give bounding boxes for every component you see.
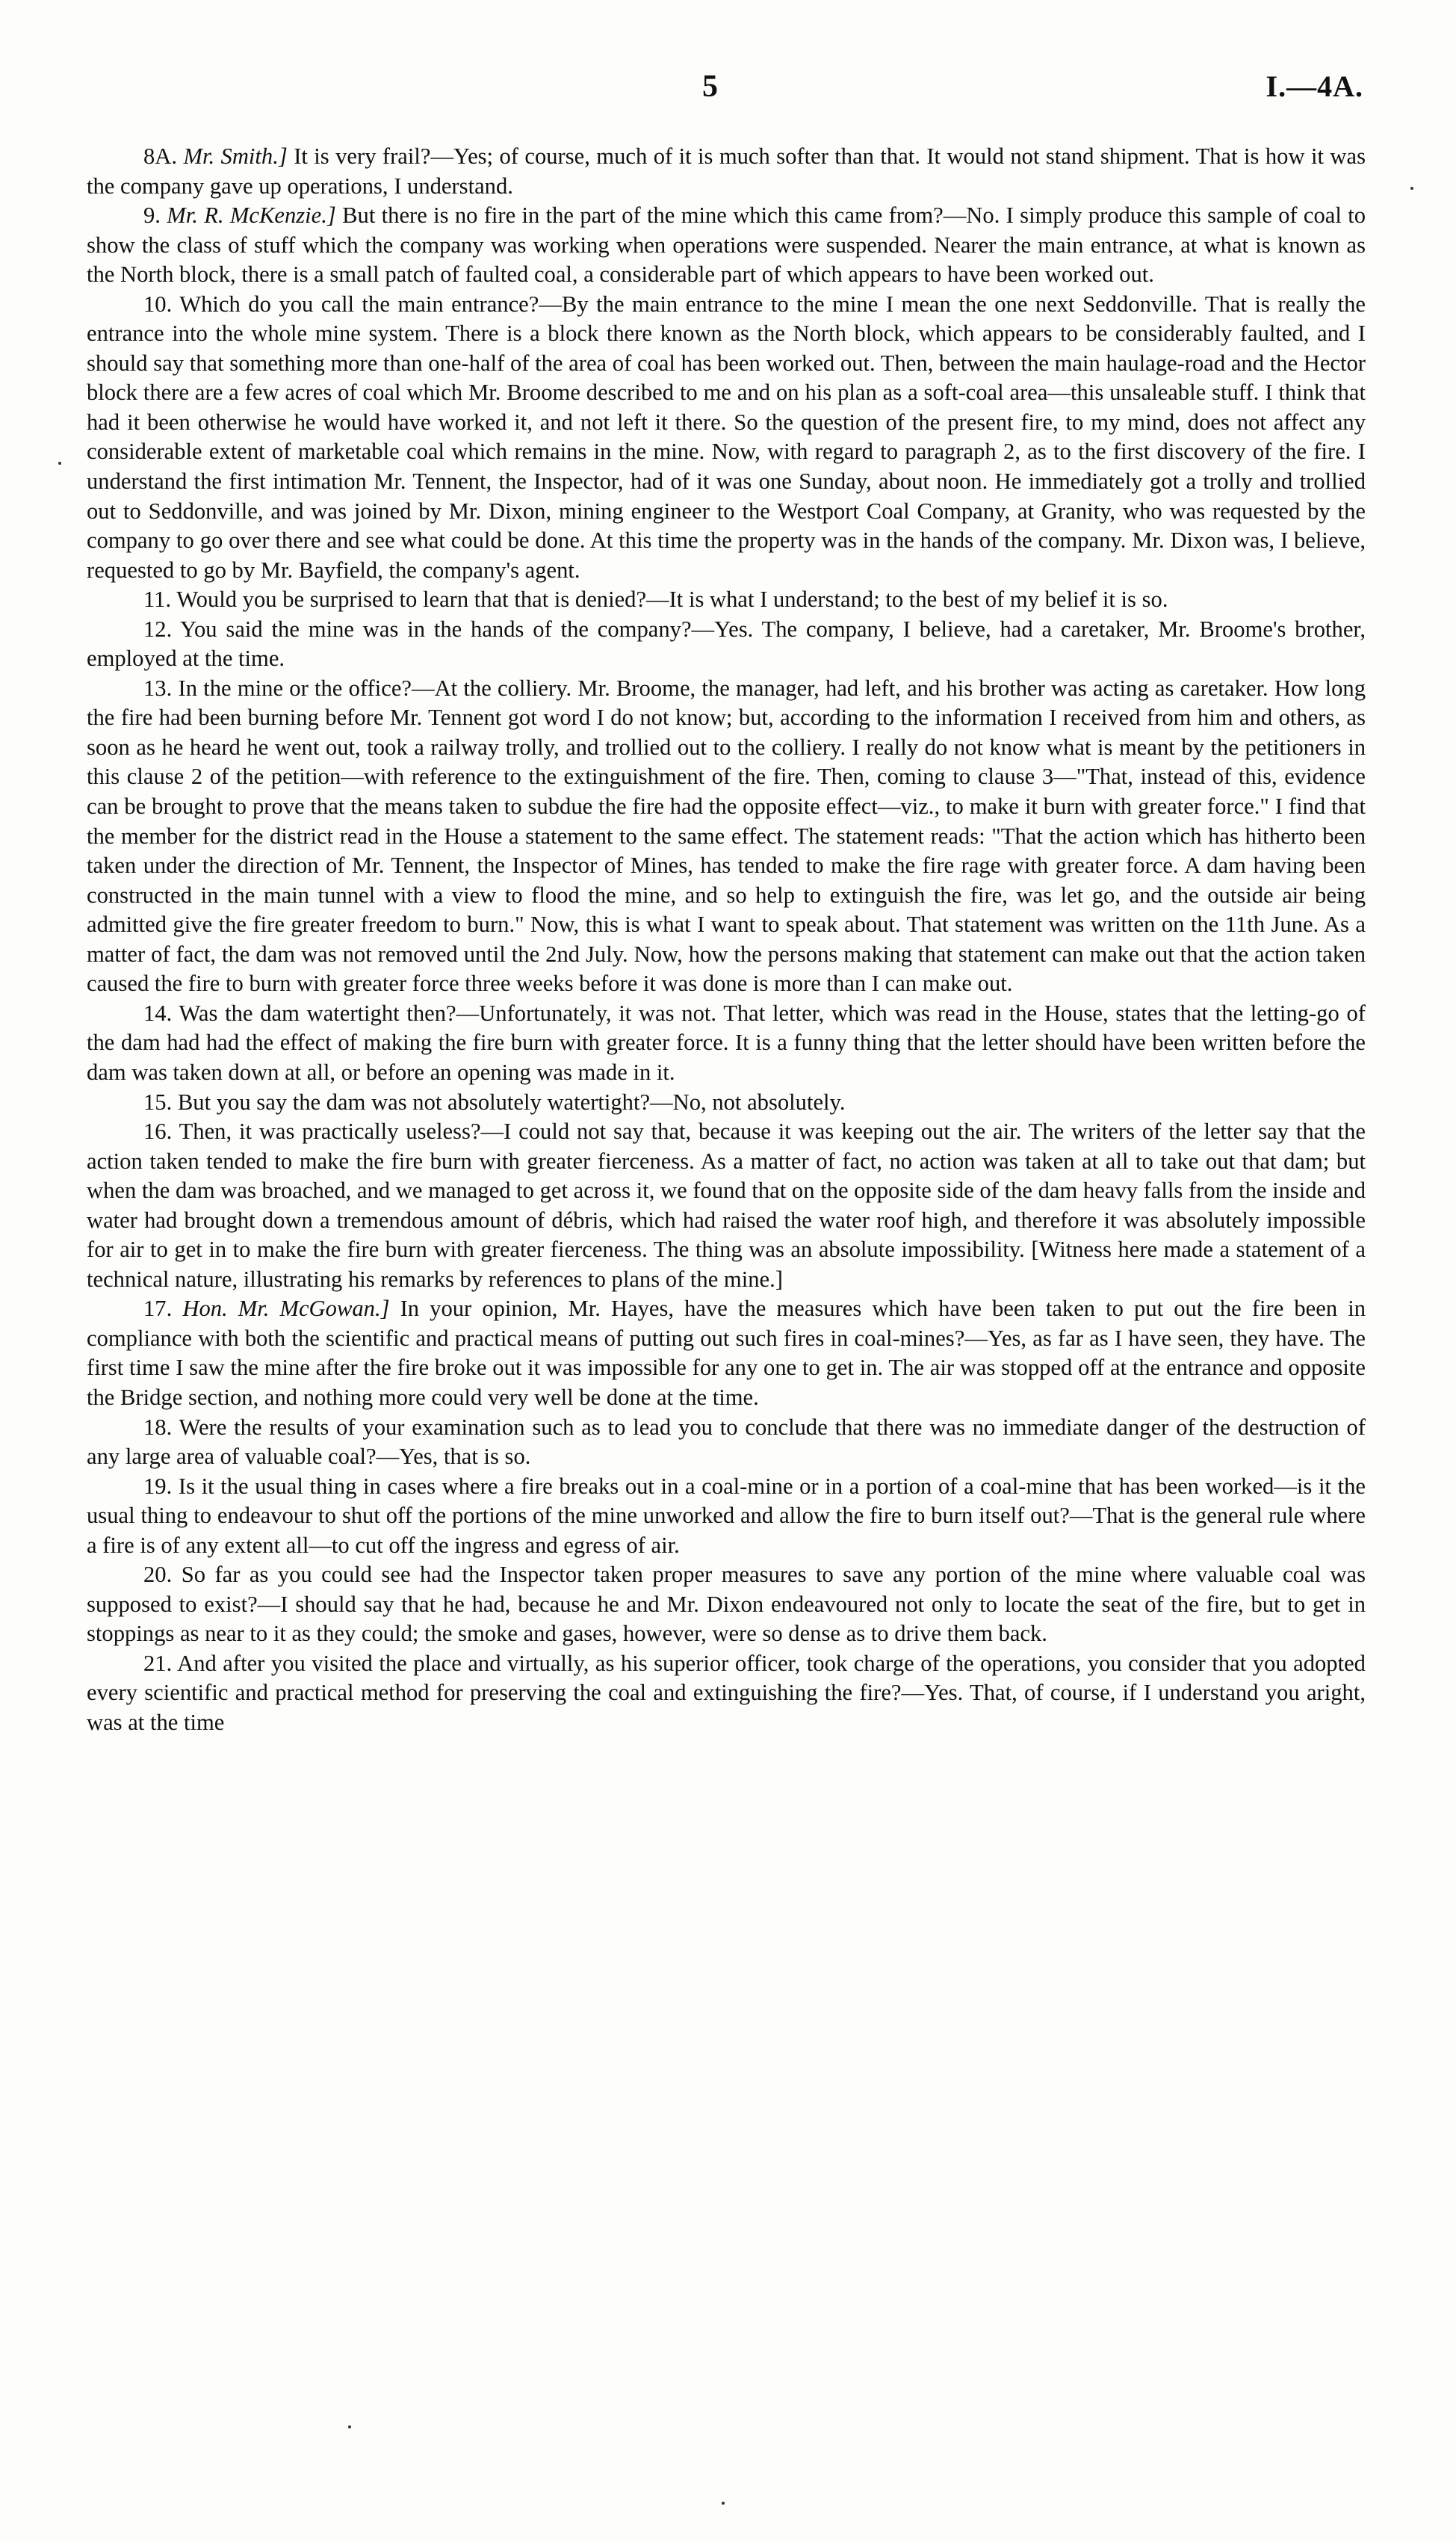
paragraph-13 [87, 674, 1366, 999]
page-header [0, 69, 1456, 114]
paragraph-9 [87, 201, 1366, 290]
paragraph-19 [87, 1472, 1366, 1561]
paragraph-14 [87, 999, 1366, 1088]
speaker-label: Mr. Smith.] [183, 143, 288, 169]
speaker-label: Mr. R. McKenzie.] [167, 202, 336, 229]
paragraph-10 [87, 290, 1366, 585]
paragraph-21 [87, 1649, 1366, 1738]
page-number: 5 [702, 69, 718, 104]
paragraph-text: Were the results of your examination such as to lead you to conclude that there was no immediate danger of the destruction of any large area of valuable coal?—Yes, that is so. [87, 1414, 1366, 1470]
paragraph-number: 15. [143, 1089, 173, 1115]
paragraph-15 [87, 1088, 1366, 1118]
paragraph-text: So far as you could see had the Inspector taken proper measures to save any portion of the mine where valuable coal was supposed to exist?—I should say that he had, because he and Mr. Dixon endeavoured not only to locate the seat of the fire, but to get in stoppings as near to it as they could; the smoke and gases, however, were so dense as to drive them back. [87, 1562, 1366, 1647]
scan-speck [348, 2425, 351, 2428]
paragraph-number: 13. [143, 675, 173, 701]
paragraph-text: In the mine or the office?—At the colliery. Mr. Broome, the manager, had left, and his brother was acting as caretaker. How long the fire had been burning before Mr. Tennent got word I do not know; but, according to the information I received from him and others, as soon as he heard he went out, took a railway trolly, and trollied out to the colliery. I really do not know what is meant by the petitioners in this clause 2 of the petition—with reference to the extinguishment of the fire. Then, coming to clause 3—"That, instead of this, evidence can be brought to prove that the means taken to subdue the fire had the opposite effect—viz., to make it burn with greater force." I find that the member for the district read in the House a statement to the same effect. The statement reads: "That the action which has hitherto been taken under the direction of Mr. Tennent, the Inspector of Mines, has tended to make the fire rage with greater force. A dam having been constructed in the main tunnel with a view to flood the mine, and so help to extinguish the fire, was let go, and the outside air being admitted give the fire greater freedom to burn." Now, this is what I want to speak about. That statement was written on the 11th June. As a matter of fact, the dam was not removed until the 2nd July. Now, how the persons making that statement can make out that the action taken caused the fire to burn with greater force three weeks before it was done is more than I can make out. [87, 675, 1366, 997]
paragraph-number: 10. [143, 291, 173, 317]
document-reference: I.—4A. [1266, 69, 1363, 103]
paragraph-number: 12. [143, 616, 173, 642]
paragraph-number: 14. [143, 1000, 173, 1026]
paragraph-number: 11. [143, 587, 172, 613]
paragraph-number: 17. [143, 1296, 173, 1322]
paragraph-number: 20. [143, 1562, 173, 1588]
paragraph-text: It is very frail?—Yes; of course, much of it is much softer than that. It would not stand shipment. That is how it was the company gave up operations, I understand. [87, 143, 1366, 199]
paragraph-text: Is it the usual thing in cases where a fire breaks out in a coal-mine or in a portion of a coal-mine that has been worked—is it the usual thing to endeavour to shut off the portions of the mine unworked and allow the fire to burn itself out?—That is the general rule where a fire is of any extent all—to cut off the ingress and egress of air. [87, 1473, 1366, 1558]
scan-speck [1410, 187, 1413, 190]
paragraph-number: 21. [143, 1650, 173, 1676]
paragraph-number: 18. [143, 1414, 173, 1440]
speaker-label: Hon. Mr. McGowan.] [182, 1296, 390, 1322]
paragraph-11 [87, 585, 1366, 615]
paragraph-text: But you say the dam was not absolutely watertight?—No, not absolutely. [177, 1089, 846, 1115]
paragraph-16 [87, 1117, 1366, 1294]
paragraph-text: Which do you call the main entrance?—By the main entrance to the mine I mean the one next Seddonville. That is really the entrance into the whole mine system. There is a block there known as the North block, which appears to be considerably faulted, and I should say that something more than one-half of the area of coal has been worked out. Then, between the main haulage-road and the Hector block there are a few acres of coal which Mr. Broome described to me and on his plan as a soft-coal area—this unsaleable stuff. I think that had it been otherwise he would have worked it, and not left it there. So the question of the present fire, to my mind, does not affect any considerable extent of marketable coal which remains in the mine. Now, with regard to paragraph 2, as to the first discovery of the fire. I understand the first intimation Mr. Tennent, the Inspector, had of it was one Sunday, about noon. He immediately got a trolly and trollied out to Seddonville, and was joined by Mr. Dixon, mining engineer to the Westport Coal Company, at Granity, who was requested by the company to go over there and see what could be done. At this time the property was in the hands of the company. Mr. Dixon was, I believe, requested to go by Mr. Bayfield, the company's agent. [87, 291, 1366, 583]
scan-speck [722, 2502, 725, 2505]
paragraph-text: Was the dam watertight then?—Unfortunately, it was not. That letter, which was read in the House, states that the letting-go of the dam had had the effect of making the fire burn with greater force. It is a funny thing that the letter should have been written before the dam was taken down at all, or before an opening was made in it. [87, 1000, 1366, 1085]
paragraph-text: You said the mine was in the hands of the company?—Yes. The company, I believe, had a caretaker, Mr. Broome's brother, employed at the time. [87, 616, 1366, 672]
paragraph-8a [87, 142, 1366, 201]
paragraph-number: 19. [143, 1473, 173, 1499]
paragraph-18 [87, 1413, 1366, 1472]
paragraph-text: But there is no fire in the part of the mine which this came from?—No. I simply produce this sample of coal to show the class of stuff which the company was working when operations were suspended. Nearer the main entrance, at what is known as the North block, there is a small patch of faulted coal, a considerable part of which appears to have been worked out. [87, 202, 1366, 288]
paragraph-12 [87, 615, 1366, 674]
paragraph-text: Then, it was practically useless?—I could not say that, because it was keeping out the air. The writers of the letter say that the action taken tended to make the fire burn with greater fierceness. As a matter of fact, no action was taken at all to take out that dam; but when the dam was broached, and we managed to get across it, we found that on the opposite side of the dam heavy falls from the inside and water had brought down a tremendous amount of débris, which had raised the water roof high, and therefore it was absolutely impossible for air to get in to make the fire burn with greater fierceness. The thing was an absolute impossibility. [Witness here made a statement of a technical nature, illustrating his remarks by references to plans of the mine.] [87, 1119, 1366, 1292]
paragraph-number: 16. [143, 1119, 173, 1145]
document-body [87, 142, 1366, 1738]
paragraph-text: And after you visited the place and virtually, as his superior officer, took charge of the operations, you consider that you adopted every scientific and practical method for preserving the coal and extinguishing the fire?—Yes. That, of course, if I understand you aright, was at the time [87, 1650, 1366, 1735]
paragraph-20 [87, 1560, 1366, 1649]
scan-speck [58, 462, 61, 465]
paragraph-number: 8A. [143, 143, 178, 169]
paragraph-number: 9. [143, 202, 161, 229]
paragraph-text: Would you be surprised to learn that that is denied?—It is what I understand; to the best of my belief it is so. [176, 587, 1168, 613]
paragraph-17 [87, 1294, 1366, 1412]
paragraph-text: In your opinion, Mr. Hayes, have the measures which have been taken to put out the fire been in compliance with both the scientific and practical means of putting out such fires in coal-mines?—Yes, as far as I have seen, they have. The first time I saw the mine after the fire broke out it was impossible for any one to get in. The air was stopped off at the entrance and opposite the Bridge section, and nothing more could very well be done at the time. [87, 1296, 1366, 1410]
